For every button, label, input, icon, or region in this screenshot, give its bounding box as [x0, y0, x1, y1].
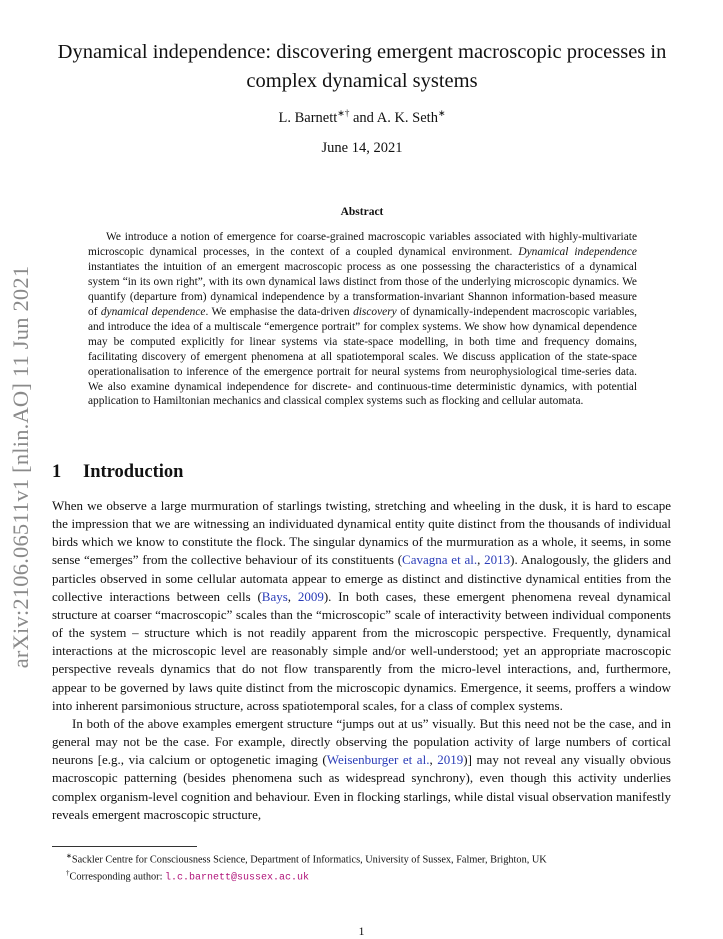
paragraph — [52, 715, 671, 824]
abstract-text — [88, 230, 637, 409]
abstract-segment: of dynamically-independent macroscopic variables, and introduce the idea of a multiscale “emergence portrait” for complex systems. We show how dynamical dependence may be computed explicitly for linear systems via state-space modelling, in both time and frequency domains, facilitating discovery of emergent phenomena at all spatiotemporal scales. We discuss application of the state-space operationalisation to inference of the emergence portrait for neural systems from neurophysiological time-series data. We also examine dynamical independence for discrete- and continuous-time deterministic dynamics, with potential application to Hamiltonian mechanics and classical complex systems such as flocking and cellular automata. — [88, 305, 637, 408]
email-link[interactable]: l.c.barnett@sussex.ac.uk — [165, 872, 310, 884]
paragraph-text: ). In both cases, these emergent phenomena reveal dynamical structure at coarser “macroscopic” scales than the “microscopic” scale of interactivity between individual components of the system – structure which is not readily apparent from the microscopic perspective. Frequently, dynamical interactions at the microscopic level are reasonably simple and/or well-understood; yet an appropriate macroscopic perspective reveals dynamics that do not flow transparently from the micro-level interactions, and, furthermore, appear to be governed by laws quite distinct from the microscopic dynamics. Emergence, it seems, proffers a window into inherent parsimonious structure, across spatiotemporal scales, for a class of complex systems. — [52, 588, 672, 713]
author-seth-footnote-mark[interactable]: ∗ — [437, 108, 446, 118]
citation-link-cavagna-year[interactable]: 2013 — [484, 552, 511, 568]
abstract-segment: We introduce a notion of emergence for coarse-grained macroscopic variables associated with highly-multivariate microscopic dynamical processes, in the context of a coupled dynamical environment. — [88, 231, 637, 258]
paragraph-text: )] may not reveal any visually obvious macroscopic patterning (besides phenomena such as widespread synchrony), even though this activity underlies complex organism-level cognition and behaviour. Even in flocking starlings, while distal visual observation manifestly reveals emergent macroscopic structure, — [52, 752, 671, 822]
citation-link-weisenburger-year[interactable]: 2019 — [437, 752, 464, 768]
citation-separator: , — [287, 588, 298, 604]
footnote-text: Sackler Centre for Consciousness Science, Department of Informatics, University of Sussex, Falmer, Brighton, UK — [71, 854, 547, 866]
abstract-segment: instantiates the intuition of an emergent macroscopic process as one possessing the characteristics of a dynamical system “in its own right”, with its own dynamical laws distinct from those of the underlying microscopic dynamics. We quantify (departure from) dynamical independence by a transformation-invariant Shannon information-based measure of — [88, 260, 637, 318]
paper-title: Dynamical independence: discovering emergent macroscopic processes in complex dynamical systems — [57, 41, 667, 92]
footnotes — [52, 850, 671, 885]
section-number: 1 — [52, 462, 62, 482]
citation-link-cavagna-name[interactable]: Cavagna et al. — [402, 552, 478, 568]
citation-link-bays-year[interactable]: 2009 — [297, 588, 324, 604]
arxiv-identifier-stamp[interactable]: arXiv:2106.06511v1 [nlin.AO] 11 Jun 2021 — [8, 265, 33, 669]
footnote-corresponding-author — [52, 867, 671, 885]
abstract-emphasis: discovery — [353, 305, 397, 318]
footnote-mark: ∗ — [66, 852, 72, 860]
citation-separator: , — [429, 752, 438, 768]
citation-separator: , — [477, 552, 485, 568]
paragraph-text: ). Analogously, the gliders and particles observed in some cellular automata appear to emerge as distinct and distinctive dynamical entities from the collective interactions between cells ( — [52, 552, 672, 604]
abstract-segment: . We emphasise the data-driven — [205, 305, 354, 318]
paragraph — [52, 497, 671, 715]
footnote-text: Corresponding author: — [69, 871, 166, 883]
paragraph-text: When we observe a large murmuration of starlings twisting, stretching and wheeling in the dusk, it is hard to escape the impression that we are witnessing an individuated dynamical entity quite distinct from the thousands of individual birds which we know to constitute the flock. The singular dynamics of the murmuration as a whole, it seems, in some sense “emerges” from the collective behaviour of its constituents ( — [52, 498, 671, 568]
citation-link-bays-name[interactable]: Bays — [261, 588, 288, 604]
abstract-heading: Abstract — [340, 206, 384, 218]
footnote-affiliation — [52, 850, 671, 867]
footnote-divider — [52, 846, 197, 847]
paragraph-text: In both of the above examples emergent structure “jumps out at us” visually. But this need not be the case, and in general may not be the case. For example, directly observing the population activity of large numbers of cortical neurons [e.g., via calcium or optogenetic imaging ( — [52, 715, 671, 768]
publication-date: June 14, 2021 — [321, 140, 403, 156]
section-heading-introduction — [52, 462, 183, 483]
abstract-emphasis: Dynamical independence — [518, 245, 637, 258]
author-connector: and — [349, 109, 377, 126]
citation-link-weisenburger-name[interactable]: Weisenburger et al. — [326, 752, 430, 768]
introduction-body — [52, 497, 671, 824]
page-number: 1 — [358, 924, 365, 938]
abstract-emphasis: dynamical dependence — [100, 305, 206, 318]
author-seth: A. K. Seth — [376, 109, 438, 126]
footnote-mark: † — [66, 868, 70, 877]
author-barnett: L. Barnett — [278, 109, 338, 126]
section-title: Introduction — [83, 462, 184, 482]
author-barnett-footnote-marks[interactable]: ∗† — [337, 108, 350, 118]
author-line — [52, 108, 672, 127]
